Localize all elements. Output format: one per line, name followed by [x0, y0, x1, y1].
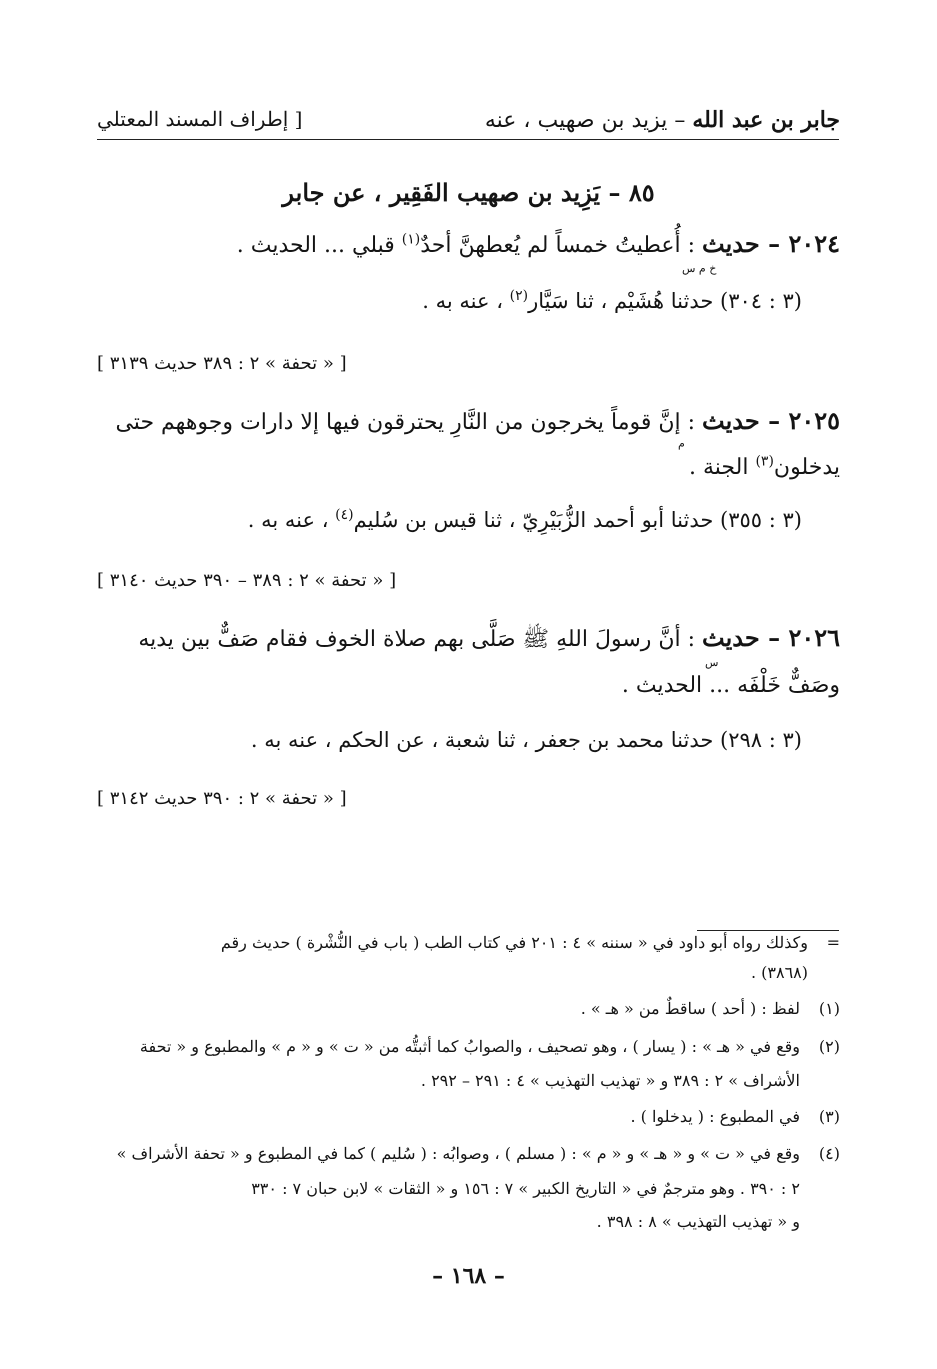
isnad-text: (٣ : ٣٥٥) حدثنا أبو أحمد الزُّبَيْرِيّ ، ثنا قيس بن سُليم: [353, 508, 802, 532]
hadith-number: ٢٠٢٤: [788, 229, 840, 258]
hadith-number: ٢٠٢٦: [788, 623, 840, 652]
hadith-label: – حديث: [702, 229, 789, 258]
hadith-2024-line: [237, 228, 840, 262]
hadith-2025-line2: [689, 452, 840, 484]
page-number: – ١٦٨ –: [432, 1263, 505, 1289]
header-subtitle: – يزيد بن صهيب ، عنه: [484, 108, 693, 133]
section-title: ٨٥ – يَزِيد بن صهيب الفَقِير ، عن جابر: [282, 178, 655, 207]
footnote-continuation-line1: [98, 928, 840, 958]
footnote-number: (٣): [818, 1107, 840, 1126]
hadith-text: يدخلون: [773, 455, 840, 480]
footnote-continuation-line2: (٣٨٦٨) .: [750, 963, 808, 982]
isnad-end: ، عنه به .: [422, 289, 510, 313]
footnote-4-line1: [117, 1139, 840, 1169]
footnote-2-line2: الأشراف » ٢ : ٣٨٩ و « تهذيب التهذيب » ٤ : ٢٩١ – ٢٩٢ .: [420, 1071, 800, 1090]
footnote-text: وقع في « هـ » : ( يسار ) ، وهو تصحيف ، والصوابُ كما أثبتُّه من « ت » و « م » والمطبوع و « تحفة: [139, 1037, 800, 1056]
hadith-2025-isnad: [248, 508, 802, 532]
footnote-4-line3: و « تهذيب التهذيب » ٨ : ٣٩٨ .: [596, 1212, 800, 1231]
header-bold-title: جابر بن عبد الله: [692, 107, 840, 133]
footnote-1: [581, 994, 840, 1024]
footnote-ref: (٤): [335, 507, 354, 523]
header-rule: [97, 139, 839, 140]
hadith-2025-line1: [115, 405, 840, 439]
hadith-text-end: قبلي ... الحديث .: [236, 233, 402, 258]
hadith-label: – حديث: [702, 406, 789, 435]
running-header-right: [485, 107, 840, 133]
footnote-number: (١): [818, 999, 840, 1018]
hadith-text-end: الجنة .: [689, 455, 756, 480]
tuhfa-reference: [ « تحفة » ٢ : ٣٩٠ حديث ٣١٤٢ ]: [97, 788, 347, 809]
tuhfa-reference: [ « تحفة » ٢ : ٣٨٩ – ٣٩٠ حديث ٣١٤٠ ]: [97, 570, 397, 591]
isnad-text: (٣ : ٣٠٤) حدثنا هُشَيْم ، ثنا سَيَّار: [528, 289, 802, 313]
footnote-text: لفظ : ( أحد ) ساقطٌ من « هـ » .: [580, 999, 800, 1018]
isnad-end: ، عنه به .: [247, 508, 336, 532]
footnote-text: وكذلك رواه أبو داود في « سننه » ٤ : ٢٠١ في كتاب الطب ( باب في النُّشْرة ) حديث رقم: [220, 933, 808, 952]
footnote-ref: (١): [401, 231, 421, 248]
tuhfa-reference: [ « تحفة » ٢ : ٣٨٩ حديث ٣١٣٩ ]: [97, 353, 347, 374]
hadith-2026-line1: [138, 622, 840, 656]
hadith-2026-isnad: (٣ : ٢٩٨) حدثنا محمد بن جعفر ، ثنا شعبة ، عن الحكم ، عنه به .: [250, 728, 802, 752]
continuation-mark: =: [826, 933, 840, 952]
footnote-text: في المطبوع : ( يدخلوا ) .: [630, 1107, 800, 1126]
footnote-ref: (٣): [755, 453, 774, 470]
footnote-4-line2: ٢ : ٣٩٠ . وهو مترجمٌ في « التاريخ الكبير » ٧ : ١٥٦ و « الثقات » لابن حبان ٧ : ٣٣٠: [251, 1179, 800, 1198]
hadith-2024-isnad: [422, 289, 802, 313]
footnote-number: (٢): [818, 1037, 840, 1056]
footnote-number: (٤): [818, 1144, 840, 1163]
footnote-3: [630, 1102, 840, 1132]
hadith-number: ٢٠٢٥: [788, 406, 840, 435]
footnote-text: وقع في « ت » و « هـ » و « م » : ( مسلم ) ، وصوابُه : ( سُليم ) كما في المطبوع و « تحفة الأشراف »: [116, 1144, 800, 1163]
hadith-text: : إنَّ قوماً يخرجون من النَّارِ يحترقون فيها إلا دارات وجوههم حتى: [115, 410, 703, 435]
collection-marks: خ م س: [682, 262, 717, 275]
collection-mark: س: [705, 656, 719, 669]
collection-mark: م: [678, 437, 685, 450]
hadith-2026-line2: وصَفٌّ خَلْفَه ... الحديث .: [621, 673, 840, 698]
hadith-text: : أُعطيتُ خمساً لم يُعطهنَّ أحدٌ: [420, 233, 703, 258]
hadith-text: : أنَّ رسولَ اللهِ ﷺ صَلَّى بهم صلاة الخوف فقام صَفٌّ بين يديه: [138, 627, 703, 652]
footnote-2-line1: [140, 1032, 840, 1062]
running-header-left: [ إطراف المسند المعتلي: [97, 107, 303, 131]
footnote-ref: (٢): [509, 288, 529, 304]
hadith-label: – حديث: [702, 623, 789, 652]
